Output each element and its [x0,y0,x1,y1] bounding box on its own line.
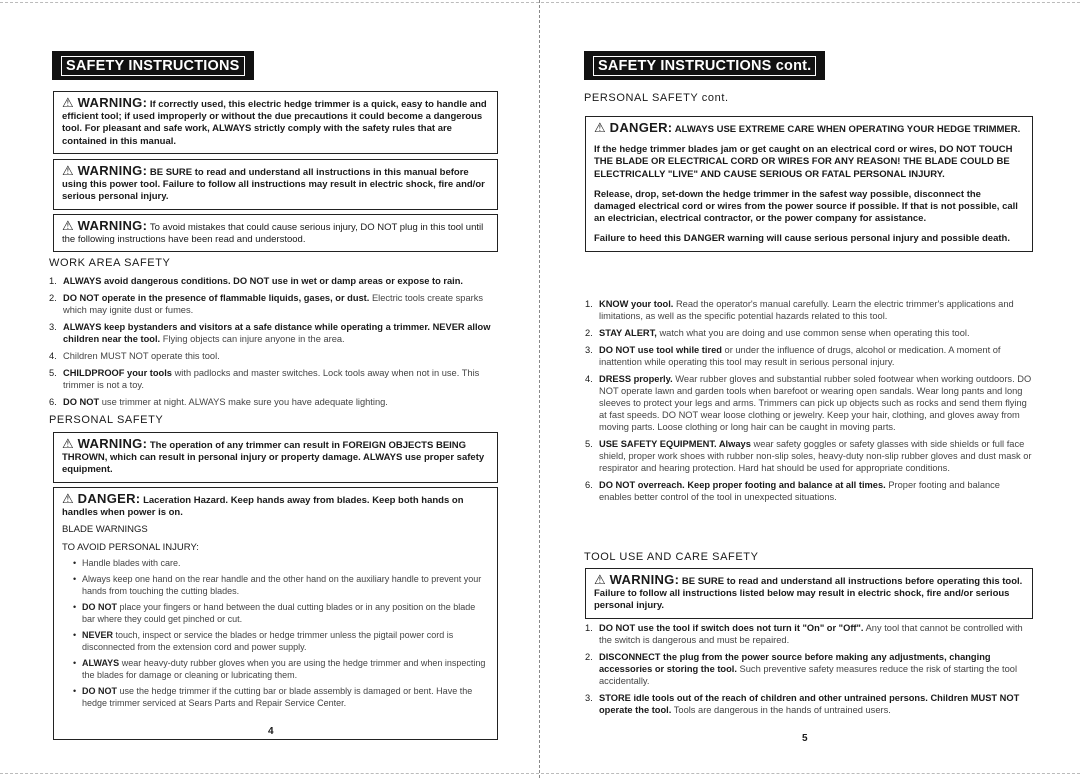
item-bold: DO NOT operate in the presence of flammable liquids, gases, or dust. [63,293,370,303]
warning-box-foreign-objects [53,432,498,483]
avoid-injury-heading: TO AVOID PERSONAL INJURY: [62,541,199,553]
warning-box-2 [53,159,498,210]
item-number: 4. [585,374,593,384]
item-number: 5. [585,439,593,449]
bullet-icon: • [73,601,77,612]
warning-triangle-icon: ⚠ [594,572,606,587]
item-bold: DRESS properly. [599,374,673,384]
warning-text: If correctly used, this electric hedge trimmer is a quick, easy to handle and efficient tool; if used improperly or without the due precautions it could become a dangerous tool. For pleasant and safe work, ALWAYS strictly comply with the safety rules that are contained in this manual. [62,99,487,147]
bullet-bold: DO NOT [82,601,117,612]
item-text: Such preventive safety measures reduce the risk of starting the tool accidentally. [599,664,1018,686]
warning-triangle-icon: ⚠ [62,95,74,110]
item-number: 1. [585,299,593,309]
warning-text: BE SURE to read and understand all instructions in this manual before using this power tool. Failure to follow all instructions may result in electric shock, fire and/or serious personal injury. [62,167,485,203]
list-item [49,321,494,345]
item-text: use trimmer at night. ALWAYS make sure you have adequate lighting. [101,397,388,407]
danger-signal: DANGER: [77,491,141,506]
item-text: Flying objects can injure anyone in the area. [162,334,345,344]
warning-signal: WARNING: [77,163,148,178]
item-text: Electric tools create sparks which may ignite dust or fumes. [63,293,484,315]
bullet-item [62,657,489,681]
personal-safety-cont-title: PERSONAL SAFETY cont. [584,92,729,104]
warning-box-tool [585,568,1033,619]
warning-triangle-icon: ⚠ [594,120,606,135]
item-bold: STORE idle tools out of the reach of children and other untrained persons. Children MUST NOT operate the tool. [599,693,1020,715]
list-item [585,438,1033,474]
item-text: Read the operator's manual carefully. Learn the electric trimmer's applications and limitations, as well as the specific potential hazards related to this tool. [599,299,1014,321]
bullet-text: Always keep one hand on the rear handle and the other hand on the auxiliary handle to prevent your hands from touching the cutting blades. [82,573,482,596]
list-item [585,327,1033,339]
warning-text: BE SURE to read and understand all instructions before operating this tool. Failure to follow all instructions listed below may result in electric shock, fire and/or serious personal injury. [594,576,1023,612]
bullet-text: touch, inspect or service the blades or hedge trimmer unless the pigtail power cord is disconnected from the extension cord and power supply. [82,629,454,652]
item-number: 1. [585,623,593,633]
page-number: 4 [268,726,274,737]
item-number: 2. [585,652,593,662]
warning-signal: WARNING: [77,436,148,451]
bullet-item [62,557,489,569]
warning-triangle-icon: ⚠ [62,436,74,451]
warning-triangle-icon: ⚠ [62,491,74,506]
bullet-bold: DO NOT [82,685,117,696]
bullet-text: use the hedge trimmer if the cutting bar or blade assembly is damaged or bent. Have the hedge trimmer serviced at Sears Parts and Repair Service Center. [82,685,473,708]
bullet-text: place your fingers or hand between the dual cutting blades or in any position on the blade bar where they could get pinched or cut. [82,601,476,624]
item-number: 1. [49,276,57,286]
list-item [49,350,494,362]
bullet-item [62,685,489,709]
personal-safety-title: PERSONAL SAFETY [49,414,164,426]
list-item [49,275,494,287]
blade-warnings-list [62,557,489,709]
work-area-list [49,275,494,413]
item-bold: USE SAFETY EQUIPMENT. Always [599,439,751,449]
item-number: 3. [49,322,57,332]
danger-paragraph: If the hedge trimmer blades jam or get caught on an electrical cord or wires, DO NOT TOUCH THE BLADE OR ELECTRICAL CORD OR WIRES FOR ANY REASON! THE BLADE COULD BE ELECTRICALLY "LIVE" AND CAUSE SERIOUS OR FATAL PERSONAL INJURY. [594,144,1013,180]
item-bold: KNOW your tool. [599,299,674,309]
item-number: 4. [49,351,57,361]
list-item [585,479,1033,503]
bullet-bold: ALWAYS [82,657,120,668]
item-bold: ALWAYS keep bystanders and visitors at a safe distance while operating a trimmer. NEVER allow children near the tool. [63,322,491,344]
bullet-icon: • [73,557,77,568]
warning-box-1 [53,91,498,154]
list-item [585,622,1033,646]
bullet-text: Handle blades with care. [82,557,181,568]
work-area-title: WORK AREA SAFETY [49,257,171,269]
item-text: watch what you are doing and use common sense when operating this tool. [659,328,970,338]
danger-box-blades [53,487,498,740]
warning-box-3 [53,214,498,252]
item-text: with padlocks and master switches. Lock tools away when not in use. This trimmer is not a toy. [63,368,480,390]
bullet-item [62,629,489,653]
item-text: wear safety goggles or safety glasses with side shields or full face shield, proper work shoes with rubber non-slip soles, heavy-duty non-slip rubber gloves and dust mask or respirator and hearing protection. Hard hat should be used for appropriate conditions. [599,439,1032,473]
tool-use-title: TOOL USE AND CARE SAFETY [584,551,759,563]
item-number: 5. [49,368,57,378]
item-bold: DO NOT use tool while tired [599,345,722,355]
banner-title: SAFETY INSTRUCTIONS [61,56,245,76]
bullet-icon: • [73,573,77,584]
danger-paragraph: Release, drop, set-down the hedge trimmer in the safest way possible, disconnect the damaged electrical cord or wires from the power source if possible. If that is not possible, call an electrician, electrical contractor, or the power company for assistance. [594,188,1018,225]
blade-warnings-heading: BLADE WARNINGS [62,524,148,536]
tool-use-list [585,622,1033,721]
warning-text: To avoid mistakes that could cause serious injury, DO NOT plug in this tool until the following instructions have been read and understood. [62,222,484,246]
bullet-icon: • [73,657,77,668]
item-bold: DO NOT [63,397,100,407]
warning-signal: WARNING: [77,95,148,110]
section-banner [52,51,254,80]
item-bold: DISCONNECT the plug from the power source before making any adjustments, changing accessories or storing the tool. [599,652,991,674]
list-item [49,292,494,316]
bullet-bold: NEVER [82,629,114,640]
warning-triangle-icon: ⚠ [62,218,74,233]
bullet-item [62,601,489,625]
warning-triangle-icon: ⚠ [62,163,74,178]
page-number: 5 [802,733,808,744]
danger-box-cords [585,116,1033,252]
danger-text: Laceration Hazard. Keep hands away from blades. Keep both hands on handles when power is on. [62,495,464,519]
list-item [585,651,1033,687]
item-number: 6. [49,397,57,407]
warning-text: The operation of any trimmer can result in FOREIGN OBJECTS BEING THROWN, which can result in personal injury or property damage. ALWAYS use proper safety equipment. [62,440,485,476]
item-bold: CHILDPROOF your tools [63,368,172,378]
bullet-text: wear heavy-duty rubber gloves when you are using the hedge trimmer and when inspecting the blades for damage or cleaning or lubricating them. [82,657,486,680]
item-text: Tools are dangerous in the hands of untrained users. [673,705,891,715]
warning-signal: WARNING: [77,218,148,233]
danger-signal: DANGER: [609,120,673,135]
item-bold: DO NOT overreach. Keep proper footing and balance at all times. [599,480,886,490]
item-text: Children MUST NOT operate this tool. [63,351,220,361]
personal-safety-list [585,298,1033,508]
section-banner [584,51,825,80]
list-item [585,344,1033,368]
item-number: 3. [585,345,593,355]
item-number: 2. [585,328,593,338]
item-text: Any tool that cannot be controlled with the switch is dangerous and must be repaired. [599,623,1023,645]
list-item [49,396,494,408]
item-text: or under the influence of drugs, alcohol or medication. A moment of inattention while operating this tool may result in serious personal injury. [599,345,1001,367]
bullet-item [62,573,489,597]
list-item [585,298,1033,322]
banner-title: SAFETY INSTRUCTIONS cont. [593,56,816,76]
bullet-icon: • [73,685,77,696]
danger-heading: ALWAYS USE EXTREME CARE WHEN OPERATING YOUR HEDGE TRIMMER. [674,124,1021,135]
bullet-icon: • [73,629,77,640]
item-text: Proper footing and balance enables better control of the tool in unexpected situations. [599,480,1000,502]
item-bold: STAY ALERT, [599,328,657,338]
list-item [49,367,494,391]
list-item [585,373,1033,433]
item-number: 3. [585,693,593,703]
item-number: 2. [49,293,57,303]
page-5 [540,0,1080,778]
item-bold: ALWAYS avoid dangerous conditions. DO NOT use in wet or damp areas or expose to rain. [63,276,464,286]
item-text: Wear rubber gloves and substantial rubber soled footwear when working outdoors. DO NOT operate lawn and garden tools when barefoot or wearing open sandals. Wear long pants and long sleeves to protect your legs and arms. Trimmers can pick up objects such as rocks and send them flying at fast speeds. DO NOT wear loose clothing or jewelry. Keep your hair, clothing, and gloves away from moving parts. Loose clothing or long hair can be caught in moving parts. [599,374,1032,432]
item-bold: DO NOT use the tool if switch does not turn it "On" or "Off". [599,623,864,633]
item-number: 6. [585,480,593,490]
warning-signal: WARNING: [609,572,680,587]
danger-paragraph: Failure to heed this DANGER warning will cause serious personal injury and possible death. [594,233,1010,245]
list-item [585,692,1033,716]
